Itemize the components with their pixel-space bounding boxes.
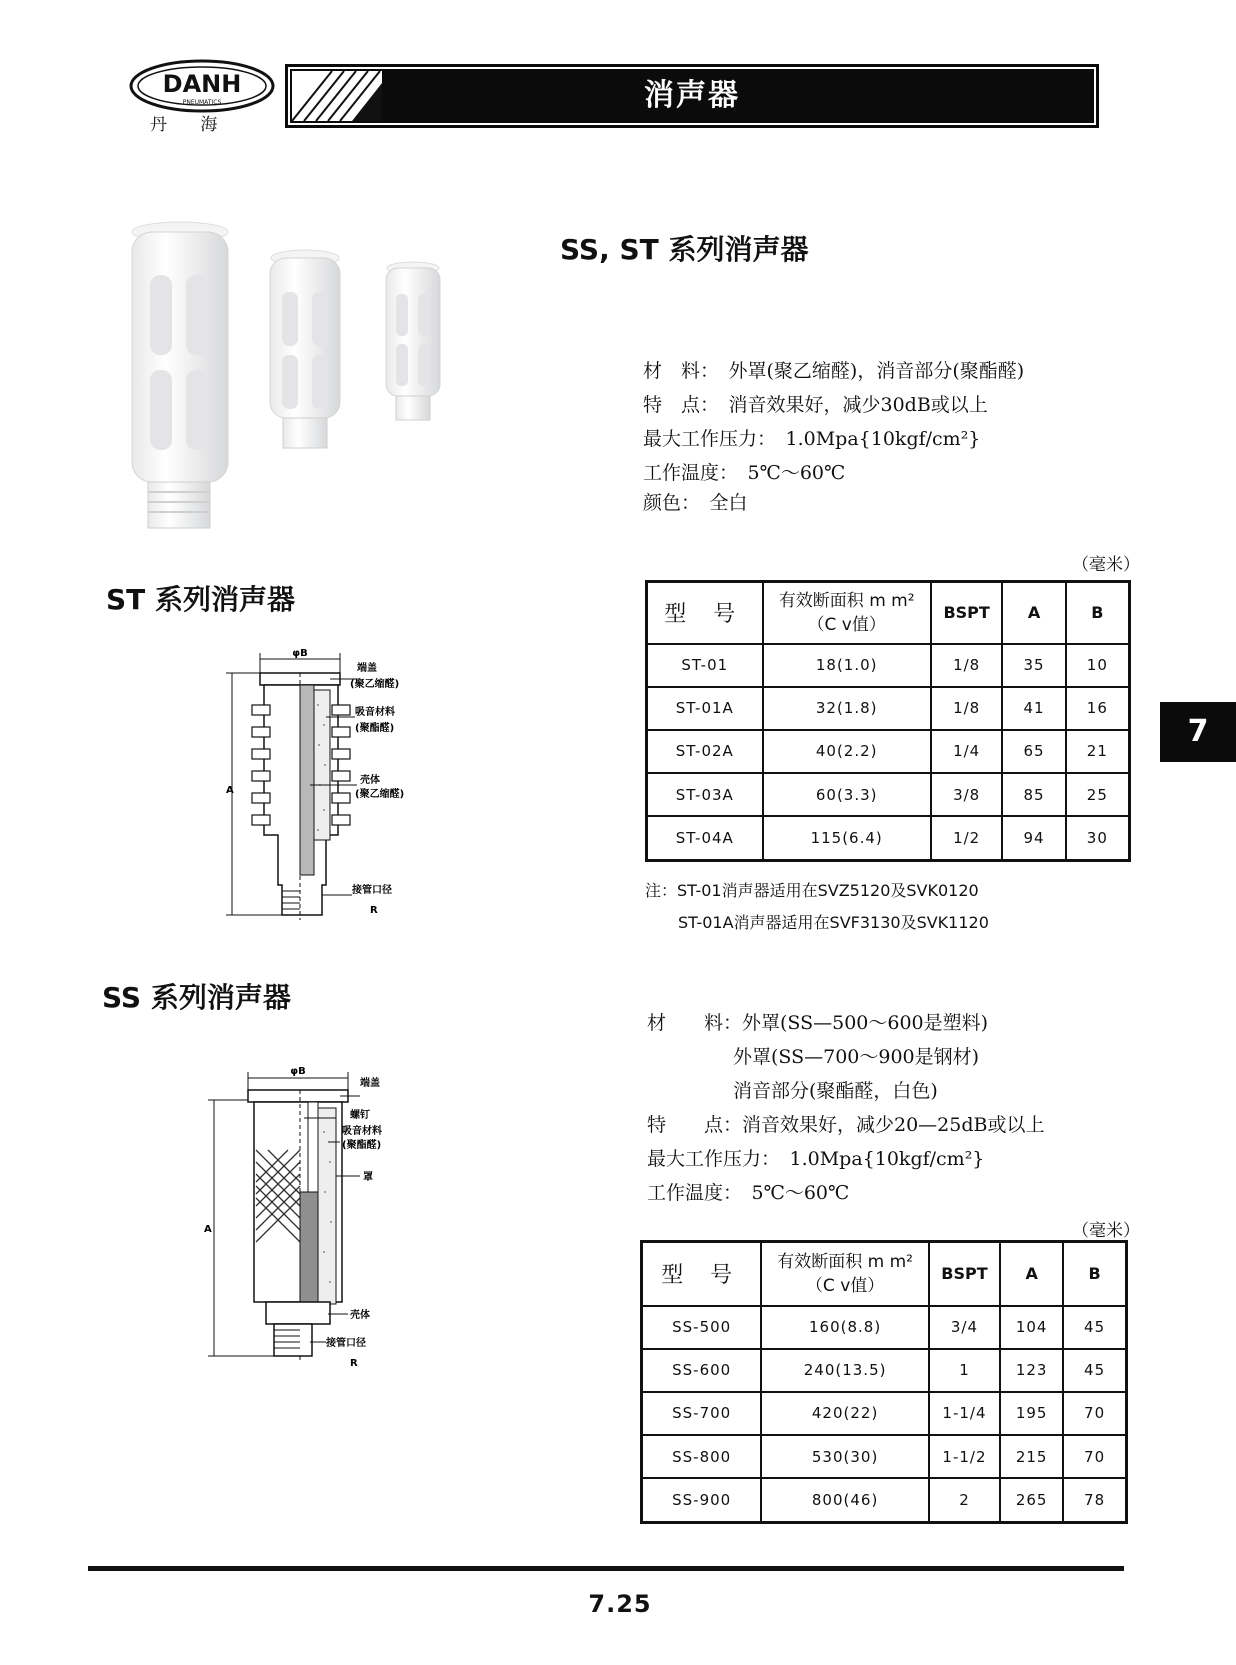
cell-area: 40(2.2) (763, 730, 931, 773)
ss-spec-material-1: 材 料：外罩(SS—500～600是塑料) (647, 1012, 989, 1034)
cell-a: 35 (1002, 644, 1065, 687)
cell-area: 420(22) (761, 1392, 928, 1435)
cell-model: ST-01A (647, 687, 763, 730)
col-bspt: BSPT (929, 1242, 1000, 1306)
cell-b: 45 (1063, 1306, 1126, 1349)
ss-section-title: SS 系列消声器 (102, 981, 291, 1014)
cell-b: 16 (1066, 687, 1130, 730)
col-b: B (1066, 582, 1130, 644)
st-spec-table (645, 580, 1131, 862)
cell-area: 160(8.8) (761, 1306, 928, 1349)
cell-bspt: 1 (929, 1349, 1000, 1392)
ss-label-cover: 罩 (363, 1172, 373, 1183)
cell-bspt: 1/4 (931, 730, 1003, 773)
cell-b: 21 (1066, 730, 1130, 773)
cell-area: 32(1.8) (763, 687, 931, 730)
cell-a: 215 (1000, 1435, 1063, 1478)
cell-a: 104 (1000, 1306, 1063, 1349)
st-note-1: 注：ST-01消声器适用在SVZ5120及SVK0120 (645, 881, 979, 900)
cell-b: 10 (1066, 644, 1130, 687)
chapter-tab: 7 (1160, 702, 1236, 762)
table-row (647, 773, 1130, 816)
cell-area: 800(46) (761, 1478, 928, 1522)
cell-bspt: 1-1/4 (929, 1392, 1000, 1435)
col-area-line1: 有效断面积 m m² (778, 590, 915, 611)
ss-spec-pressure: 最大工作压力： 1.0Mpa{10kgf/cm²} (647, 1148, 985, 1170)
cell-model: ST-01 (647, 644, 763, 687)
st-dim-b: φB (292, 648, 308, 659)
cell-b: 78 (1063, 1478, 1126, 1522)
table-row (642, 1478, 1127, 1522)
cell-model: SS-700 (642, 1392, 762, 1435)
col-bspt: BSPT (931, 582, 1003, 644)
cell-a: 265 (1000, 1478, 1063, 1522)
cell-model: SS-600 (642, 1349, 762, 1392)
cell-model: ST-04A (647, 816, 763, 860)
ss-dim-b: φB (290, 1066, 306, 1077)
st-spec-feature: 特 点： 消音效果好，减少30dB或以上 (643, 394, 988, 416)
col-a: A (1000, 1242, 1063, 1306)
cell-b: 45 (1063, 1349, 1126, 1392)
col-model: 型 号 (642, 1242, 762, 1306)
cell-bspt: 1/8 (931, 687, 1003, 730)
st-spec-material: 材 料： 外罩(聚乙缩醛)，消音部分(聚酯醛) (643, 360, 1025, 382)
cell-bspt: 2 (929, 1478, 1000, 1522)
st-unit-label: （毫米） (1072, 555, 1140, 575)
ss-label-absorber-material: (聚酯醛) (342, 1140, 382, 1151)
ss-label-absorber: 吸音材料 (342, 1126, 382, 1137)
col-area-line2: （C v值） (805, 1275, 885, 1296)
cell-a: 195 (1000, 1392, 1063, 1435)
cell-bspt: 3/4 (929, 1306, 1000, 1349)
ss-spec-material-2: 外罩(SS—700～900是钢材) (733, 1046, 980, 1068)
st-label-cap: 端盖 (357, 663, 377, 674)
ss-label-screw: 螺钉 (350, 1110, 370, 1121)
ss-label-r: R (350, 1358, 358, 1369)
cell-area: 530(30) (761, 1435, 928, 1478)
col-b: B (1063, 1242, 1126, 1306)
ss-spec-feature: 特 点：消音效果好，减少20—25dB或以上 (647, 1114, 1045, 1136)
cell-b: 70 (1063, 1392, 1126, 1435)
cell-area: 240(13.5) (761, 1349, 928, 1392)
table-row (647, 816, 1130, 860)
cell-a: 85 (1002, 773, 1065, 816)
logo-subtext: PNEUMATICS (182, 99, 222, 106)
table-row (642, 1392, 1127, 1435)
cell-a: 94 (1002, 816, 1065, 860)
danh-logo (128, 58, 276, 114)
table-row (647, 730, 1130, 773)
col-area-line2: （C v值） (807, 614, 886, 635)
cell-bspt: 3/8 (931, 773, 1003, 816)
cell-area: 18(1.0) (763, 644, 931, 687)
cell-model: ST-02A (647, 730, 763, 773)
cell-bspt: 1/2 (931, 816, 1003, 860)
ss-label-shell: 壳体 (350, 1310, 370, 1321)
header-banner (285, 64, 1099, 128)
cell-bspt: 1/8 (931, 644, 1003, 687)
ss-label-cap: 端盖 (360, 1078, 380, 1089)
col-model: 型 号 (647, 582, 763, 644)
cell-b: 30 (1066, 816, 1130, 860)
table-row (642, 1306, 1127, 1349)
st-label-cap-material: (聚乙缩醛) (350, 679, 400, 690)
st-spec-pressure: 最大工作压力： 1.0Mpa{10kgf/cm²} (643, 428, 981, 450)
footer-rule (88, 1566, 1124, 1571)
ss-spec-temperature: 工作温度： 5℃～60℃ (647, 1182, 850, 1204)
st-label-r: R (370, 905, 378, 916)
col-area (761, 1242, 928, 1306)
cell-b: 25 (1066, 773, 1130, 816)
ss-label-port: 接管口径 (326, 1338, 366, 1349)
col-a: A (1002, 582, 1065, 644)
st-note-2: ST-01A消声器适用在SVF3130及SVK1120 (678, 913, 989, 932)
st-section-title: ST 系列消声器 (106, 583, 296, 616)
cell-b: 70 (1063, 1435, 1126, 1478)
cell-bspt: 1-1/2 (929, 1435, 1000, 1478)
table-header-row (642, 1242, 1127, 1306)
st-label-shell: 壳体 (360, 775, 380, 786)
cell-model: SS-500 (642, 1306, 762, 1349)
ss-spec-table (640, 1240, 1128, 1524)
st-dim-a: A (226, 785, 234, 796)
cell-area: 60(3.3) (763, 773, 931, 816)
ss-cross-section-diagram (200, 1062, 440, 1372)
logo-text: DANH (162, 70, 242, 98)
st-cross-section-diagram (222, 645, 452, 930)
table-row (642, 1435, 1127, 1478)
logo-chinese-name: 丹 海 (150, 115, 232, 135)
st-label-absorber-material: (聚酯醛) (355, 723, 395, 734)
st-label-port: 接管口径 (352, 885, 392, 896)
table-header-row (647, 582, 1130, 644)
cell-a: 65 (1002, 730, 1065, 773)
ss-unit-label: （毫米） (1072, 1221, 1140, 1241)
st-spec-color: 颜色： 全白 (643, 492, 748, 514)
ss-dim-a: A (204, 1224, 212, 1235)
col-area-line1: 有效断面积 m m² (777, 1251, 913, 1272)
st-label-absorber: 吸音材料 (355, 707, 395, 718)
ss-spec-material-3: 消音部分(聚酯醛，白色) (733, 1080, 938, 1102)
st-label-shell-material: (聚乙缩醛) (355, 789, 405, 800)
page-title: 消声器 (644, 78, 740, 113)
col-area (763, 582, 931, 644)
table-row (647, 644, 1130, 687)
table-row (647, 687, 1130, 730)
table-row (642, 1349, 1127, 1392)
cell-a: 123 (1000, 1349, 1063, 1392)
cell-model: SS-900 (642, 1478, 762, 1522)
product-photo (110, 220, 470, 540)
page-number: 7.25 (588, 1590, 652, 1618)
cell-area: 115(6.4) (763, 816, 931, 860)
series-title: SS, ST 系列消声器 (560, 233, 809, 266)
cell-a: 41 (1002, 687, 1065, 730)
cell-model: ST-03A (647, 773, 763, 816)
st-spec-temperature: 工作温度： 5℃～60℃ (643, 462, 846, 484)
cell-model: SS-800 (642, 1435, 762, 1478)
